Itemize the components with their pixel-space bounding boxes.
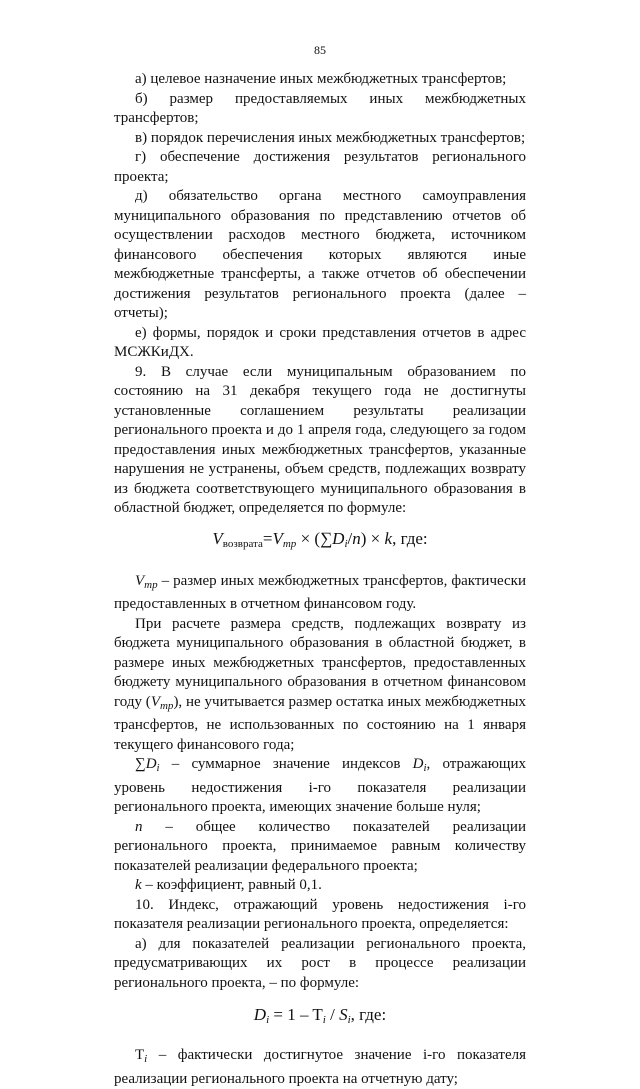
formula1-k: k xyxy=(384,528,393,548)
def-k-text: – коэффициент, равный 0,1. xyxy=(141,877,322,893)
def-t-text: – фактически достигнутое значение i-го показателя реализации регионального проекта на отчетную дату; xyxy=(114,1047,526,1087)
formula1-v-sub: возврата xyxy=(222,537,263,550)
formula2-s-sub: i xyxy=(347,1014,351,1026)
formula1-div: / xyxy=(347,528,353,548)
formula1-close: ) × xyxy=(360,528,385,548)
formula1-vtr: V xyxy=(272,528,283,548)
def-sum-sub: i xyxy=(156,762,160,774)
def-t-symbol: T xyxy=(135,1047,145,1063)
list-item-v: в) порядок перечисления иных межбюджетных трансфертов; xyxy=(135,129,526,146)
formula1-sum-sub: i xyxy=(344,537,348,550)
def-n-symbol: n xyxy=(135,818,143,835)
def-sum-symbol: ∑D xyxy=(135,756,157,772)
formula2-t-sub: i xyxy=(322,1014,326,1026)
formula2-d: D xyxy=(253,1005,267,1024)
def-k-symbol: k xyxy=(135,877,142,893)
def-n-text: – общее количество показателей реализации регионального проекта, принимаемое равным количеству показателей реализации федерального проекта; xyxy=(114,818,526,874)
formula1-sum: ∑D xyxy=(320,528,345,548)
formula1-eq: = xyxy=(262,528,273,548)
def-vtr-text: – размер иных межбюджетных трансфертов, фактически предоставленных в отчетном финансовом году. xyxy=(114,572,526,612)
formula2-t: T xyxy=(312,1005,323,1024)
calc-before: При расчете размера средств, подлежащих возврату из бюджета муниципального образования в областной бюджет, в размере иных межбюджетных трансфертов, предоставленных бюджету муниципального образования в отчетном финансовом году ( xyxy=(114,615,526,710)
document-body xyxy=(114,70,526,1089)
formula1-vtr-sub: тр xyxy=(282,537,297,550)
definition-t xyxy=(114,1046,526,1089)
def-t-sub: i xyxy=(144,1053,148,1065)
formula1-v: V xyxy=(212,528,223,548)
formula2-s: S xyxy=(339,1005,348,1024)
formula2-slash: / xyxy=(325,1005,340,1024)
def-sum-text1: – суммарное значение индексов xyxy=(159,756,413,772)
paragraph-10: 10. Индекс, отражающий уровень недостижения i-го показателя реализации регионального проекта, определяется: xyxy=(114,896,526,932)
list-item-a: а) целевое назначение иных межбюджетных трансфертов; xyxy=(135,71,507,87)
def-vtr-symbol: V xyxy=(135,572,145,589)
paragraph-10a: а) для показателей реализации регионального проекта, предусматривающих их рост в процессе реализации регионального проекта, – по формуле: xyxy=(114,935,526,991)
formula1-tail: , где: xyxy=(392,528,428,548)
def-sum-text2: , отражающих уровень недостижения i-го показателя реализации регионального проекта, имеющих значение больше нуля; xyxy=(114,756,526,815)
definition-n xyxy=(114,818,526,877)
formula1-mult: × ( xyxy=(296,528,321,548)
calculation-note xyxy=(114,615,526,756)
paragraph-9: 9. В случае если муниципальным образованием по состоянию на 31 декабря текущего года не достигнуты установленные соглашением результаты реализации регионального проекта и до 1 апреля года, следующего за годом предоставления иных межбюджетных трансфертов, указанные нарушения не устранены, объем средств, подлежащих возврату из бюджета соответствующего муниципального образования в областной бюджет, определяется по формуле: xyxy=(114,363,526,516)
formula2-eq: = 1 – xyxy=(269,1005,313,1024)
formula-return-volume xyxy=(114,519,526,572)
calc-after: ), не учитывается размер остатка иных межбюджетных трансфертов, не использованных по состоянию на 1 января текущего финансового года; xyxy=(114,693,526,753)
calc-sub: тр xyxy=(159,699,174,712)
list-item-g: г) обеспечение достижения результатов регионального проекта; xyxy=(114,149,526,185)
def-sum-d: D xyxy=(412,756,424,772)
list-item-d: д) обязательство органа местного самоуправления муниципального образования по представлению отчетов об осуществлении расходов местного бюджета, источником финансового обеспечения которых являются иные межбюджетные трансферты, а также отчетов об обеспечении достижения результатов регионального проекта (далее – отчеты); xyxy=(114,188,526,321)
definition-k xyxy=(114,876,526,896)
formula2-d-sub: i xyxy=(266,1014,270,1026)
calc-symbol: V xyxy=(150,693,160,710)
def-sum-d-sub: i xyxy=(423,762,427,774)
definition-vtr xyxy=(114,572,526,615)
def-vtr-sub: тр xyxy=(144,578,158,591)
page-number: 85 xyxy=(314,43,326,57)
formula-index xyxy=(114,993,526,1046)
list-item-e: е) формы, порядок и сроки представления отчетов в адрес МСЖКиДХ. xyxy=(114,324,526,360)
formula2-tail: , где: xyxy=(350,1005,387,1024)
definition-sum xyxy=(114,755,526,818)
list-item-b: б) размер предоставляемых иных межбюджетных трансфертов; xyxy=(114,90,526,126)
formula1-n: n xyxy=(352,528,361,548)
